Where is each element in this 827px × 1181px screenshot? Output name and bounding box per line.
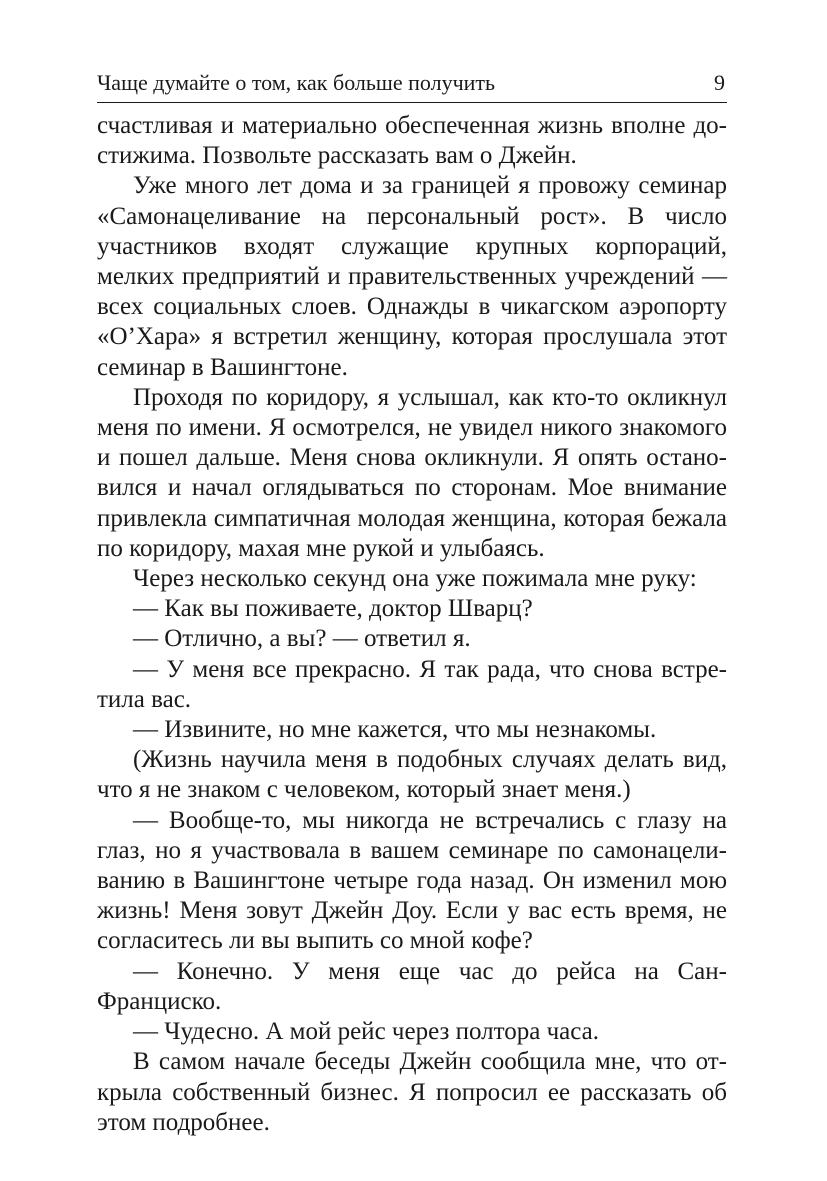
dialogue-line: — У меня все прекрасно. Я так рада, что снова встретила вас. — [97, 655, 727, 713]
dialogue-line: — Отлично, а вы? — ответил я. — [133, 625, 471, 653]
dialogue-line: — Извините, но мне кажется, что мы незнакомы. — [133, 716, 657, 744]
dialogue-line: — Конечно. У меня еще час до рейса на Сан-Франциско. — [97, 957, 727, 1015]
dialogue-line: — Как вы поживаете, доктор Шварц? — [133, 595, 533, 623]
running-header — [97, 68, 727, 103]
paragraph: В самом начале беседы Джейн сообщила мне, что открыла собственный бизнес. Я попросил ее рассказать об этом подробнее. — [97, 1048, 727, 1136]
body-text — [97, 111, 727, 1138]
running-title: Чаще думайте о том, как больше получить — [97, 70, 496, 95]
page-number: 9 — [714, 70, 725, 95]
paragraph: Проходя по коридору, я услышал, как кто-то окликнул меня по имени. Я осмотрелся, не увидел никого знакомого и пошел дальше. Меня снова окликнули. Я опять остановился и начал оглядываться по сторонам. Мое внимание привлекла симпатичная молодая женщина, которая бежала по коридору, махая мне рукой и улыбаясь. — [97, 383, 727, 562]
dialogue-line: — Чудесно. А мой рейс через полтора часа. — [133, 1018, 599, 1046]
paragraph: (Жизнь научила меня в подобных случаях делать вид, что я не знаком с человеком, который знает меня.) — [97, 746, 727, 804]
paragraph: Через несколько секунд она уже пожимала мне руку: — [133, 565, 697, 593]
dialogue-line: — Вообще-то, мы никогда не встречались с глазу на глаз, но я участвовала в вашем семинаре по самонацеливанию в Вашингтоне четыре года назад. Он изменил мою жизнь! Меня зовут Джейн Доу. Если у вас есть время, не согласитесь ли вы выпить со мной кофе? — [97, 806, 727, 955]
paragraph: Уже много лет дома и за границей я провожу семинар «Самонацеливание на персональный рост». В число участников входят служащие крупных корпораций, мелких предприятий и правительственных учреждений — всех социальных слоев. Однажды в чикагском аэропорту «О’Хара» я встретил женщину, которая прослушала этот семинар в Вашингтоне. — [97, 172, 727, 381]
book-page — [97, 68, 727, 1138]
paragraph: счастливая и материально обеспеченная жизнь вполне достижима. Позвольте рассказать вам о Джейн. — [97, 112, 727, 170]
